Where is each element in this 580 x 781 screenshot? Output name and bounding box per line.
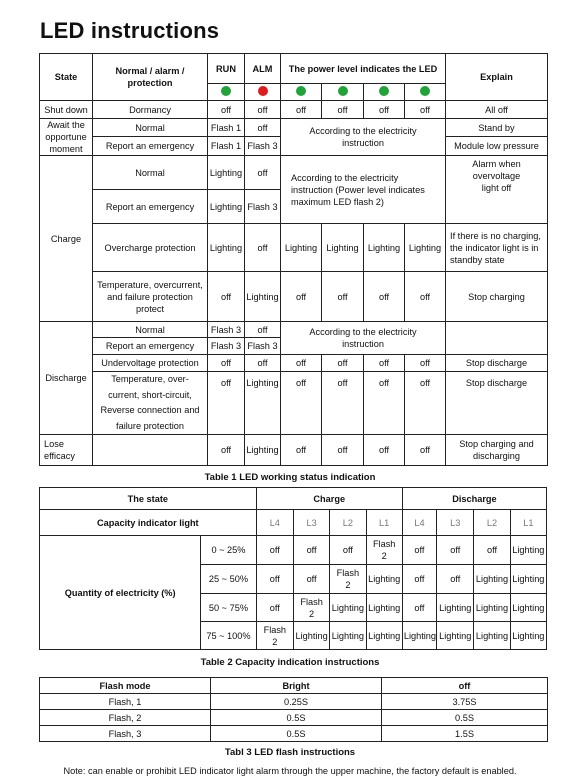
flash-mode-cell: Flash, 2 [40,710,211,726]
header-normal-alarm-protection: Normal / alarm / protection [93,54,208,101]
capacity-cell: Lighting [366,565,402,594]
led-cell: Lighting [281,224,322,272]
table-row [40,355,548,372]
run-cell: Lighting [208,190,245,224]
capacity-cell: Lighting [366,622,402,650]
led-cell: off [322,101,364,119]
mode-cell: Report an emergency [93,137,208,156]
capacity-cell: Flash 2 [293,594,329,622]
run-cell: Lighting [208,224,245,272]
state-cell: Charge [40,156,93,322]
explain-cell: Stop charging [446,272,548,322]
alm-cell: Flash 3 [245,137,281,156]
alm-cell: Flash 3 [245,190,281,224]
power-level-text: According to the electricity instruction [281,322,446,355]
capacity-cell: Flash 2 [366,536,402,565]
table1-caption: Table 1 LED working status indication [204,472,376,483]
mode-cell: Overcharge protection [93,224,208,272]
power-level-text: According to the electricity instruction [281,119,446,156]
mode-cell: Dormancy [93,101,208,119]
mode-cell: Report an emergency [93,338,208,355]
mode-cell: Normal [93,322,208,338]
table-row [40,224,548,272]
led-cell: off [405,101,446,119]
table-row [40,694,548,710]
alm-cell: off [245,119,281,137]
run-cell: Flash 3 [208,338,245,355]
bright-cell: 0.5S [211,726,382,742]
capacity-cell: off [293,565,329,594]
table2-caption: Table 2 Capacity indication instructions [200,657,380,668]
run-cell: off [208,435,245,466]
header-flash-mode: Flash mode [40,678,211,694]
capacity-cell: off [437,536,474,565]
table-row [40,156,548,190]
quantity-label: Quantity of electricity (%) [40,536,201,650]
green-dot-icon [338,86,348,96]
capacity-cell: off [402,594,436,622]
led-cell: off [364,372,405,435]
green-dot-icon [379,86,389,96]
page-title: LED instructions [40,18,220,43]
capacity-cell: Lighting [474,622,510,650]
bright-cell: 0.5S [211,710,382,726]
header-off: off [382,678,548,694]
header-bright: Bright [211,678,382,694]
footer-note: Note: can enable or prohibit LED indicator light alarm through the upper machine, the factory default is enabled. [63,766,517,776]
mode-cell: Temperature, overcurrent, and failure protection protect [93,272,208,322]
flash-mode-cell: Flash, 1 [40,694,211,710]
run-cell: off [208,272,245,322]
state-cell: Discharge [40,322,93,435]
power-level-text: According to the electricity instruction (Power level indicates maximum LED flash 2) [281,156,446,224]
capacity-cell: off [256,536,293,565]
table-row [40,119,548,137]
led-cell: off [405,272,446,322]
light-header: L3 [293,510,329,536]
alm-cell: off [245,101,281,119]
capacity-indicator-label: Capacity indicator light [40,510,257,536]
run-cell: Lighting [208,156,245,190]
capacity-cell: Lighting [510,536,546,565]
green-dot-icon [221,86,231,96]
run-cell: off [208,101,245,119]
run-cell: off [208,372,245,435]
mode-cell: Undervoltage protection [93,355,208,372]
mode-cell [93,435,208,466]
capacity-cell: Lighting [293,622,329,650]
state-cell: Await the opportune moment [40,119,93,156]
alm-cell: off [245,355,281,372]
header-power-level: The power level indicates the LED [281,54,446,84]
flash-mode-cell: Flash, 3 [40,726,211,742]
light-header: L1 [510,510,546,536]
state-cell: Lose efficacy [40,435,93,466]
table-row [40,726,548,742]
alm-cell: off [245,156,281,190]
off-cell: 0.5S [382,710,548,726]
led-cell: off [281,355,322,372]
alm-cell: Lighting [245,272,281,322]
explain-cell: Alarm when overvoltage light off [446,156,548,224]
table-row [40,372,548,435]
capacity-cell: Lighting [437,622,474,650]
capacity-cell: Lighting [510,622,546,650]
light-header: L3 [437,510,474,536]
header-discharge: Discharge [402,488,546,510]
led-cell: off [322,355,364,372]
led-cell: Lighting [405,224,446,272]
capacity-cell: off [474,536,510,565]
table3-caption: Tabl 3 LED flash instructions [224,747,356,758]
led-cell: off [405,355,446,372]
header-state: State [40,54,93,101]
led-cell: off [281,372,322,435]
flash-table [39,677,548,742]
capacity-cell: Lighting [510,565,546,594]
led-status-table [39,53,548,466]
led-cell: off [322,435,364,466]
table-row [40,710,548,726]
mode-cell: Normal [93,119,208,137]
light-header: L1 [366,510,402,536]
led-cell: off [364,272,405,322]
header-explain: Explain [446,54,548,101]
led-cell: off [281,272,322,322]
capacity-cell: off [256,565,293,594]
led-indicator [281,84,322,101]
capacity-cell: off [293,536,329,565]
led-cell: Lighting [364,224,405,272]
green-dot-icon [296,86,306,96]
capacity-cell: Lighting [330,594,366,622]
explain-cell: Module low pressure [446,137,548,156]
alm-indicator [245,84,281,101]
led-cell: off [364,435,405,466]
run-cell: Flash 1 [208,137,245,156]
header-charge: Charge [256,488,402,510]
capacity-cell: Lighting [474,565,510,594]
light-header: L2 [474,510,510,536]
header-alm: ALM [245,54,281,84]
run-cell: off [208,355,245,372]
alm-cell: Lighting [245,372,281,435]
led-cell: off [281,435,322,466]
green-dot-icon [420,86,430,96]
table-row [40,272,548,322]
capacity-cell: off [330,536,366,565]
capacity-cell: off [402,536,436,565]
capacity-cell: Lighting [474,594,510,622]
capacity-cell: Flash 2 [256,622,293,650]
range-cell: 25 ~ 50% [201,565,256,594]
run-cell: Flash 1 [208,119,245,137]
off-cell: 1.5S [382,726,548,742]
state-cell: Shut down [40,101,93,119]
run-indicator [208,84,245,101]
capacity-cell: off [402,565,436,594]
led-cell: off [364,101,405,119]
alm-cell: off [245,322,281,338]
led-indicator [405,84,446,101]
capacity-cell: off [256,594,293,622]
header-run: RUN [208,54,245,84]
mode-cell: Temperature, over-current, short-circuit, Reverse connection and failure protection [93,372,208,435]
table-row [40,435,548,466]
led-cell: off [322,272,364,322]
explain-cell: Stop discharge [446,372,548,435]
capacity-cell: Lighting [437,594,474,622]
mode-cell: Report an emergency [93,190,208,224]
light-header: L4 [256,510,293,536]
range-cell: 0 ~ 25% [201,536,256,565]
run-cell: Flash 3 [208,322,245,338]
led-cell: off [281,101,322,119]
table-row [40,101,548,119]
explain-cell: Stand by [446,119,548,137]
led-cell: Lighting [322,224,364,272]
alm-cell: off [245,224,281,272]
range-cell: 50 ~ 75% [201,594,256,622]
explain-cell [446,322,548,355]
capacity-cell: Lighting [402,622,436,650]
led-cell: off [405,435,446,466]
bright-cell: 0.25S [211,694,382,710]
led-cell: off [322,372,364,435]
explain-cell: All off [446,101,548,119]
led-indicator [364,84,405,101]
capacity-cell: Lighting [510,594,546,622]
led-indicator [322,84,364,101]
led-cell: off [364,355,405,372]
mode-cell: Normal [93,156,208,190]
alm-cell: Lighting [245,435,281,466]
table-row [40,322,548,338]
red-dot-icon [258,86,268,96]
light-header: L2 [330,510,366,536]
capacity-cell: Lighting [366,594,402,622]
capacity-cell: Lighting [330,622,366,650]
explain-cell: Stop discharge [446,355,548,372]
capacity-cell: Flash 2 [330,565,366,594]
led-cell: off [405,372,446,435]
capacity-table [39,487,547,650]
capacity-cell: off [437,565,474,594]
explain-cell: If there is no charging, the indicator light is in standby state [446,224,548,272]
light-header: L4 [402,510,436,536]
explain-cell: Stop charging and discharging [446,435,548,466]
header-the-state: The state [40,488,257,510]
range-cell: 75 ~ 100% [201,622,256,650]
off-cell: 3.75S [382,694,548,710]
alm-cell: Flash 3 [245,338,281,355]
table-row [40,536,547,565]
